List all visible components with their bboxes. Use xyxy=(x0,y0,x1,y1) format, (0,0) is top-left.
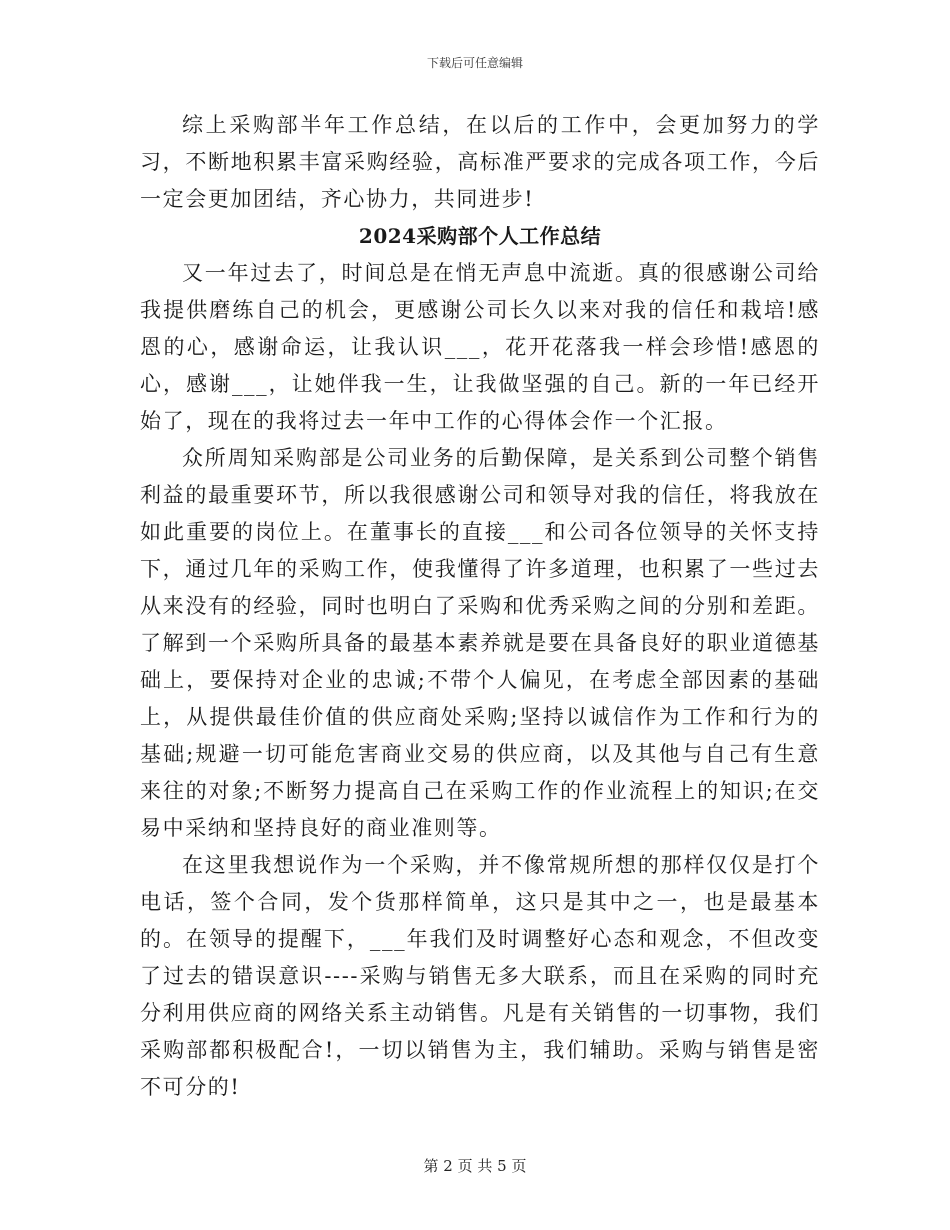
section-title: 2024采购部个人工作总结 xyxy=(358,224,602,248)
body-paragraph-1: 又一年过去了，时间总是在悄无声息中流逝。真的很感谢公司给我提供磨练自己的机会，更感谢公司长久以来对我的信任和栽培!感恩的心，感谢命运，让我认识___，花开花落我一样会珍惜!感恩的心，感谢___，让她伴我一生，让我做坚强的自己。新的一年已经开始了，现在的我将过去一年中工作的心得体会作一个汇报。 xyxy=(140,261,820,433)
body-paragraph-3: 在这里我想说作为一个采购，并不像常规所想的那样仅仅是打个电话，签个合同，发个货那样简单，这只是其中之一，也是最基本的。在领导的提醒下，___年我们及时调整好心态和观念，不但改变了过去的错误意识----采购与销售无多大联系，而且在采购的同时充分利用供应商的网络关系主动销售。凡是有关销售的一切事物，我们采购部都积极配合!，一切以销售为主，我们辅助。采购与销售是密不可分的! xyxy=(140,853,820,1099)
body-paragraph-2: 众所周知采购部是公司业务的后勤保障，是关系到公司整个销售利益的最重要环节，所以我很感谢公司和领导对我的信任，将我放在如此重要的岗位上。在董事长的直接___和公司各位领导的关怀支持下，通过几年的采购工作，使我懂得了许多道理，也积累了一些过去从来没有的经验，同时也明白了采购和优秀采购之间的分别和差距。了解到一个采购所具备的最基本素养就是要在具备良好的职业道德基础上，要保持对企业的忠诚;不带个人偏见，在考虑全部因素的基础上，从提供最佳价值的供应商处采购;坚持以诚信作为工作和行为的基础;规避一切可能危害商业交易的供应商，以及其他与自己有生意来往的对象;不断努力提高自己在采购工作的作业流程上的知识;在交易中采纳和坚持良好的商业准则等。 xyxy=(140,446,820,840)
page-footer: 第 2 页 共 5 页 xyxy=(423,1157,527,1175)
intro-paragraph: 综上采购部半年工作总结，在以后的工作中，会更加努力的学习，不断地积累丰富采购经验，高标准严要求的完成各项工作，今后一定会更加团结，齐心协力，共同进步! xyxy=(140,113,820,211)
page-header: 下载后可任意编辑 xyxy=(426,56,523,70)
document-body xyxy=(140,107,820,1106)
